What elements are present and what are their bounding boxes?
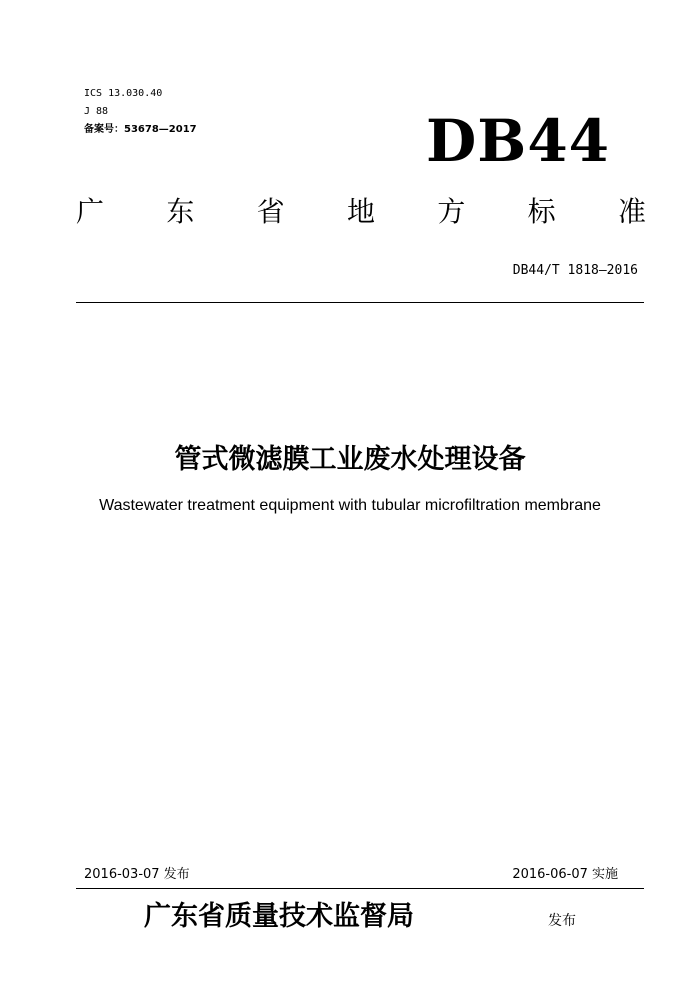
db44-logo: DB44 xyxy=(426,107,611,175)
ics-code: ICS 13.030.40 xyxy=(84,88,163,99)
title-english: Wastewater treatment equipment with tubular microfiltration membrane xyxy=(99,497,601,514)
standard-type-char: 方 xyxy=(437,195,466,228)
record-number: 备案号：53678—2017 xyxy=(84,124,197,135)
standard-number: DB44/T 1818—2016 xyxy=(512,263,638,278)
issue-label: 发布 xyxy=(548,913,576,929)
standard-type-char: 地 xyxy=(346,195,375,228)
standard-type-char: 省 xyxy=(256,195,285,228)
standard-type-char: 广 xyxy=(76,195,105,228)
standard-type-char: 准 xyxy=(617,195,646,228)
bottom-divider xyxy=(76,888,644,889)
publish-date: 2016-03-07 发布 xyxy=(84,867,190,882)
ccs-code: J 88 xyxy=(84,106,109,117)
issuing-authority: 广东省质量技术监督局 xyxy=(144,901,414,932)
top-divider xyxy=(76,302,644,303)
implement-date: 2016-06-07 实施 xyxy=(512,867,618,882)
standard-type-char: 标 xyxy=(527,195,556,228)
title-chinese: 管式微滤膜工业废水处理设备 xyxy=(174,444,526,475)
standard-type-char: 东 xyxy=(166,195,195,228)
standard-type-heading xyxy=(76,192,646,232)
